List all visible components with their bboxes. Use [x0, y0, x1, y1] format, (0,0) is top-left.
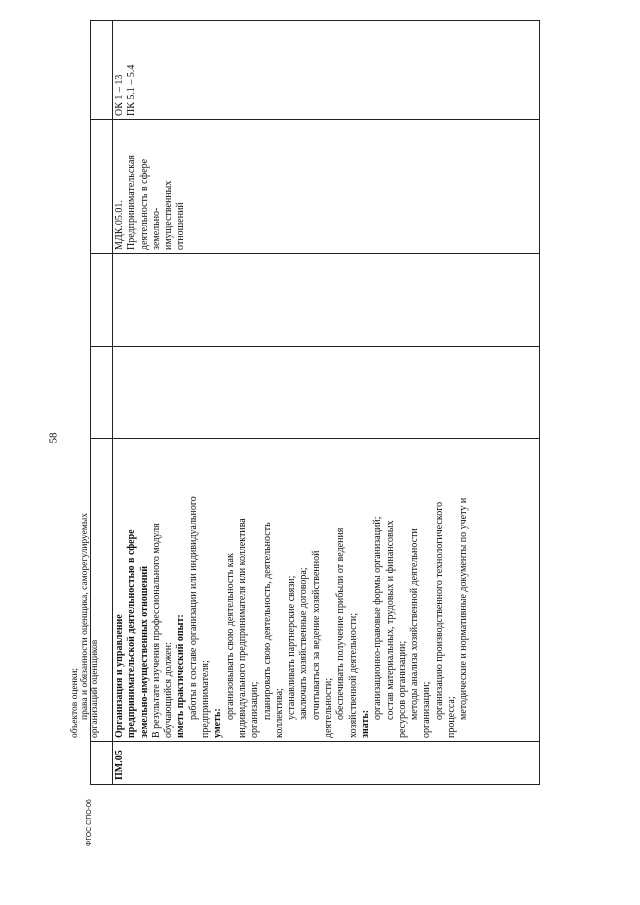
- knowledge-line: организации;: [421, 681, 433, 738]
- intro-line: В результате изучения профессионального модуля: [150, 523, 162, 738]
- empty-cell-hours: [113, 347, 539, 439]
- mdk-line: Предпринимательская: [126, 154, 138, 250]
- practice-heading: иметь практический опыт:: [175, 614, 187, 738]
- footer-mark: ФГОС СПО-06: [86, 799, 93, 846]
- module-title-line: предпринимательской деятельностью в сфере: [126, 529, 138, 738]
- intro-line: обучающийся должен:: [163, 642, 175, 738]
- knowledge-line: методы анализа хозяйственной деятельности: [409, 528, 421, 720]
- competency-line: ОК 1 – 13: [114, 74, 125, 116]
- module-title-line: Организация и управление: [114, 614, 125, 738]
- continued-content: [69, 439, 113, 742]
- skills-line: хозяйственной деятельности;: [347, 612, 359, 738]
- skills-line: деятельности;: [323, 677, 335, 738]
- skills-line: отчитываться за ведение хозяйственной: [310, 550, 322, 720]
- mdk-line: МДК.05.01.: [114, 200, 125, 250]
- knowledge-line: организацию производственного технологического: [433, 501, 445, 720]
- table-row-pm05: [113, 21, 539, 784]
- skills-line: индивидуального предпринимателя или коллектива: [236, 518, 248, 738]
- continued-line: организаций оценщиков: [90, 639, 100, 738]
- module-content: [113, 439, 539, 742]
- practice-line: предпринимателя;: [200, 660, 212, 738]
- mdk-line: отношений: [175, 202, 187, 250]
- skills-line: организации;: [249, 681, 261, 738]
- knowledge-line: методические и нормативные документы по учету и: [458, 497, 470, 720]
- knowledge-line: ресурсов организации;: [396, 640, 408, 738]
- knowledge-line: процесса;: [446, 696, 458, 738]
- module-code: ПМ.05: [114, 750, 125, 780]
- skills-line: устанавливать партнерские связи;: [286, 575, 298, 720]
- page-number: 58: [47, 432, 60, 444]
- competency-line: ПК 5.1 – 5.4: [126, 64, 138, 116]
- mdk-line: земельно-: [150, 207, 162, 250]
- skills-line: организовывать свою деятельность как: [224, 553, 236, 720]
- knowledge-line: организационно-правовые формы организаций;: [372, 516, 384, 720]
- knowledge-line: состав материальных, трудовых и финансовых: [384, 520, 396, 720]
- table-row-continued: [70, 21, 113, 784]
- continued-line: объектов оценки;: [70, 667, 80, 738]
- mdk-line: имущественных: [163, 180, 175, 250]
- module-title-line: земельно-имущественных отношений: [138, 565, 150, 738]
- skills-line: коллектива;: [273, 688, 285, 738]
- knowledge-heading: знать:: [359, 709, 371, 738]
- competencies-cell: [113, 21, 539, 120]
- skills-line: обеспечивать получение прибыли от ведения: [335, 527, 347, 720]
- table-body: [70, 20, 540, 785]
- practice-line: работы в составе организации или индивидуального: [187, 496, 199, 720]
- skills-line: планировать свою деятельность, деятельность: [261, 522, 273, 720]
- continued-line: права и обязанности оценщика, саморегулируемых: [80, 512, 90, 720]
- skills-heading: уметь:: [212, 708, 224, 738]
- mdk-line: деятельность в сфере: [138, 158, 150, 250]
- table-wrapper: [70, 20, 540, 785]
- mdk-cell: [113, 120, 539, 254]
- skills-line: заключать хозяйственные договора;: [298, 567, 310, 720]
- empty-cell-credits: [113, 254, 539, 347]
